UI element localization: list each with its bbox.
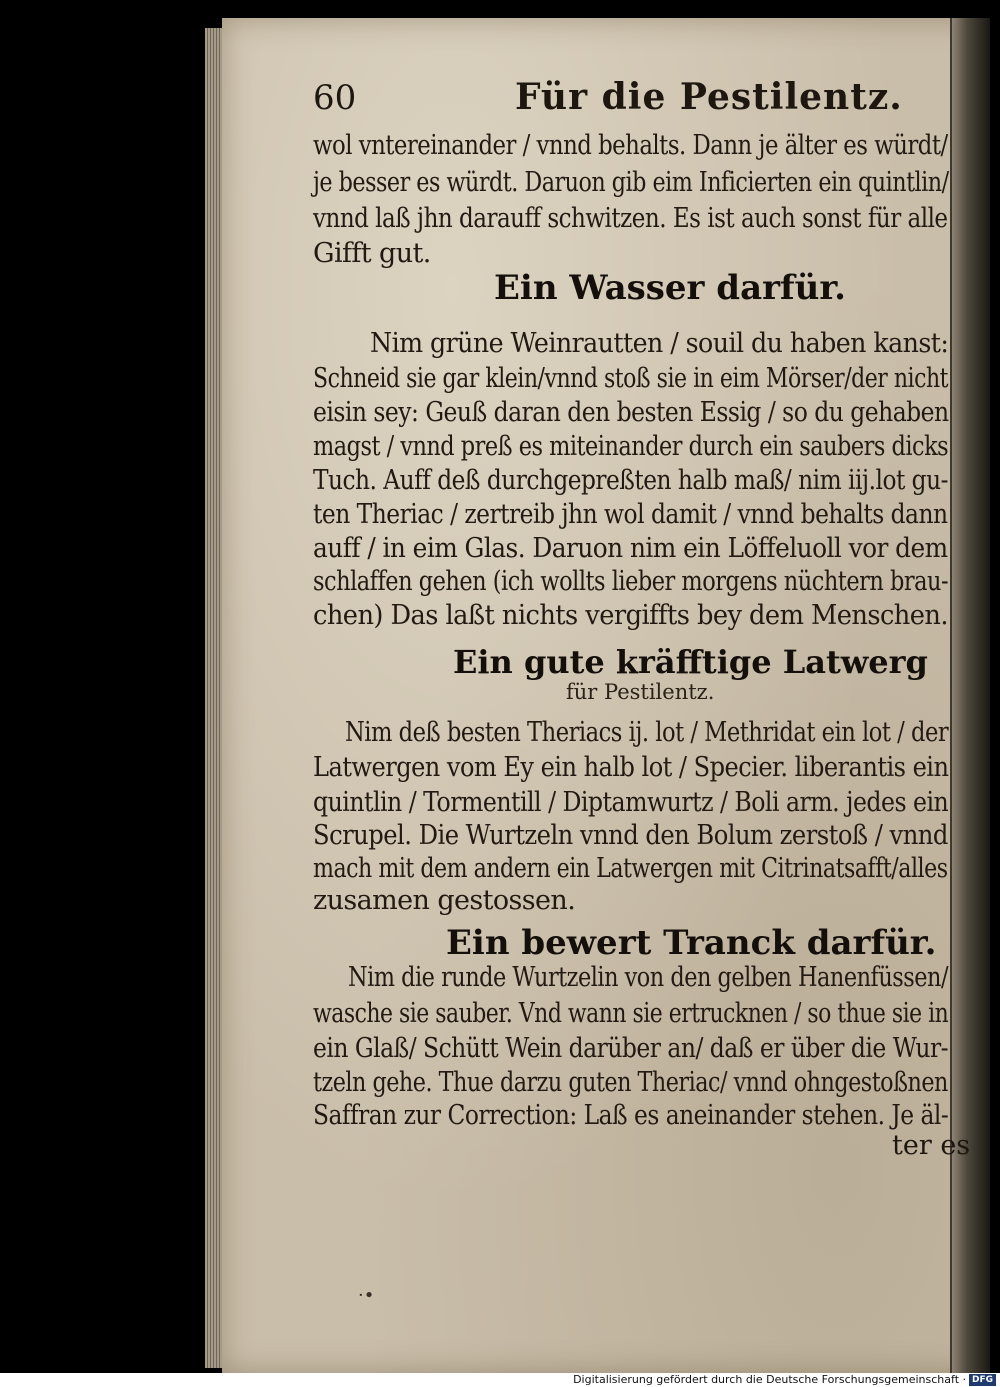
text-line: wasche sie sauber. Vnd wann sie ertrucknen / so thue sie in <box>313 998 949 1029</box>
text-line: tzeln gehe. Thue darzu guten Theriac/ vnnd ohngestoßnen <box>313 1067 948 1098</box>
section-subheading: für Pestilentz. <box>566 680 715 704</box>
text-line: mach mit dem andern ein Latwergen mit Citrinatsafft/alles <box>313 853 948 884</box>
text-line: magst / vnnd preß es miteinander durch ein saubers dicks <box>313 431 949 462</box>
dfg-logo: DFG <box>969 1374 996 1386</box>
text-line: wol vntereinander / vnnd behalts. Dann je älter es würdt/ <box>313 130 948 161</box>
text-line: Tuch. Auff deß durchgepreßten halb maß/ nim iij.lot gu- <box>313 465 948 496</box>
section-heading: Ein bewert Tranck darfür. <box>446 923 937 963</box>
text-line: eisin sey: Geuß daran den besten Essig / so du gehaben <box>313 397 949 428</box>
text-line: chen) Das laßt nichts vergiffts bey dem Menschen. <box>313 600 948 631</box>
text-line: vnnd laß jhn darauff schwitzen. Es ist auch sonst für alle <box>313 203 948 234</box>
text-line: zusamen gestossen. <box>313 885 576 916</box>
page-number: 60 <box>313 78 357 118</box>
book-spine <box>952 18 990 1373</box>
text-line: je besser es würdt. Daruon gib eim Inficierten ein quintlin/ <box>313 167 949 198</box>
text-line: Scrupel. Die Wurtzeln vnnd den Bolum zerstoß / vnnd <box>313 820 948 851</box>
section-heading: Ein Wasser darfür. <box>494 268 847 308</box>
footer-bar <box>0 1373 1000 1387</box>
text-line: ein Glaß/ Schütt Wein darüber an/ daß er über die Wur- <box>313 1033 949 1064</box>
footer-credit: Digitalisierung gefördert durch die Deutsche Forschungsgemeinschaft · <box>573 1373 966 1386</box>
text-line: Latwergen vom Ey ein halb lot / Specier. liberantis ein <box>313 752 949 783</box>
ink-mark: ·• <box>358 1285 375 1306</box>
text-line: schlaffen gehen (ich wollts lieber morgens nüchtern brau- <box>313 566 949 597</box>
text-line: quintlin / Tormentill / Diptamwurtz / Boli arm. jedes ein <box>313 787 949 818</box>
text-line: Schneid sie gar klein/vnnd stoß sie in eim Mörser/der nicht <box>313 363 949 394</box>
text-line: Nim deß besten Theriacs ij. lot / Methridat ein lot / der <box>345 717 949 748</box>
text-line: auff / in eim Glas. Daruon nim ein Löffeluoll vor dem <box>313 533 948 564</box>
page-fore-edge <box>205 28 223 1368</box>
text-line: Saffran zur Correction: Laß es aneinander stehen. Je äl- <box>313 1100 949 1131</box>
text-line: Gifft gut. <box>313 238 431 269</box>
running-head: Für die Pestilentz. <box>515 76 903 118</box>
section-heading: Ein gute kräfftige Latwerg <box>453 643 928 681</box>
text-line: Nim grüne Weinrautten / souil du haben kanst: <box>370 328 949 359</box>
text-line: ten Theriac / zertreib jhn wol damit / vnnd behalts dann <box>313 499 948 530</box>
text-line: Nim die runde Wurtzelin von den gelben Hanenfüssen/ <box>348 962 949 993</box>
catchword: ter es <box>892 1130 971 1161</box>
